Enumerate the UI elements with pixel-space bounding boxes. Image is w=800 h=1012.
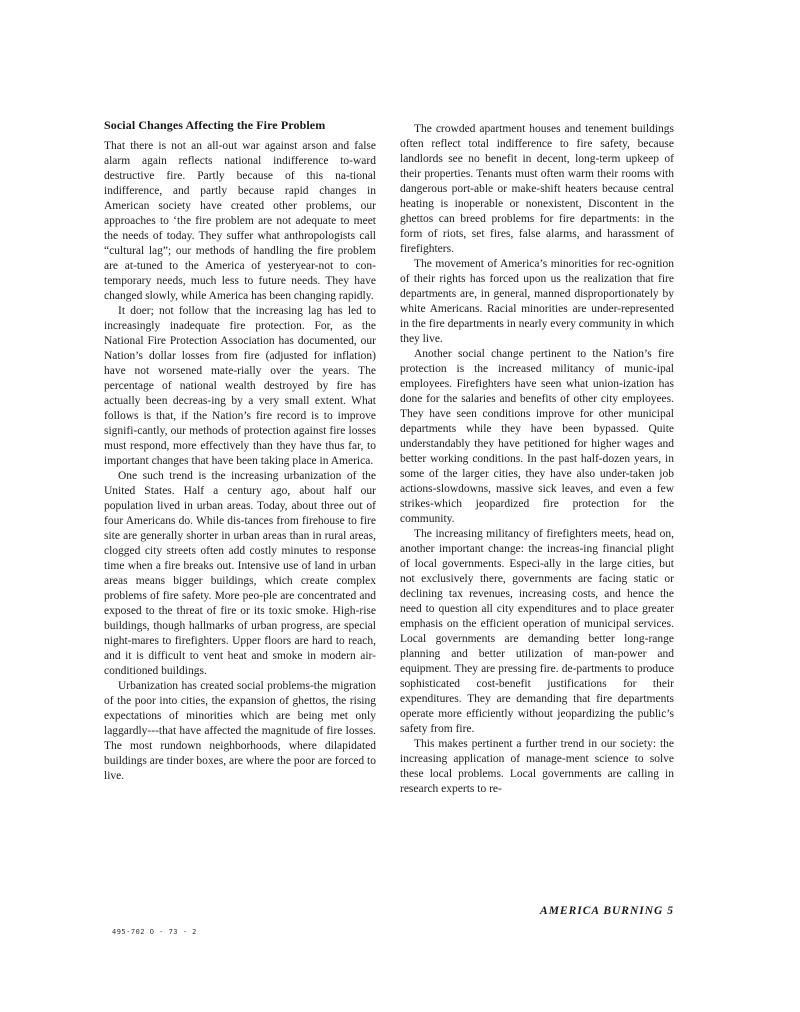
paragraph: That there is not an all-out war against arson and false alarm again reflects national indifference to-ward destructive fire. Partly because of this na-tional indifference, and partly because rapid changes in American society have created other problems, our approaches to ‘the fire problem are not adequate to meet the needs of today. They suffer what anthropologists call “cultural lag”; our methods of handling the fire problem are at-tuned to the America of yesteryear-not to con-temporary needs, much less to future needs. They have changed slowly, while America has been changing rapidly. <box>104 140 376 302</box>
paragraph: It doer; not follow that the increasing lag has led to increasingly inadequate fire protection. For, as the National Fire Protection Association has documented, our Nation’s dollar losses from fire (adjusted for inflation) have not worsened mate-rially over the years. The percentage of national wealth destroyed by fire has actually been decreas-ing by a very small extent. What follows is that, if the Nation’s fire record is to improve signifi-cantly, our methods of protection against fire losses must respond, more effectively than they have thus far, to important changes that have been taking place in America. <box>104 305 376 467</box>
paragraph: One such trend is the increasing urbanization of the United States. Half a century ago, about half our population lived in urban areas. Today, about three out of four Americans do. While dis-tances from firehouse to fire site are generally shorter in urban areas than in rural areas, clogged city streets often add costly minutes to response time when a fire breaks out. Intensive use of land in urban areas means bigger buildings, which create complex problems of fire safety. More peo-ple are concentrated and exposed to the threat of fire or its toxic smoke. High-rise buildings, though hallmarks of urban progress, are special night-mares to firefighters. Upper floors are hard to reach, and it is difficult to vent heat and smoke in modern air-conditioned buildings. <box>104 470 376 677</box>
paragraph: Another social change pertinent to the Nation’s fire protection is the increased militancy of munic-ipal employees. Firefighters have seen what union-ization has done for the salaries and benefits of other city employees. They have seen conditions improve for other municipal departments while they have been bypassed. Quite understandably they have petitioned for higher wages and better working conditions. In the past half-dozen years, in some of the larger cities, they have also under-taken job actions-slowdowns, massive sick leaves, and even a few strikes-which jeopardized fire protection for the community. <box>400 348 674 525</box>
paragraph: The movement of America’s minorities for rec-ognition of their rights has forced upon us the realization that fire departments are, in general, manned disproportionately by white Americans. Racial minorities are under-represented in the fire departments in nearly every community in which they live. <box>400 258 674 345</box>
print-code: 495-702 O - 73 - 2 <box>112 928 197 936</box>
paragraph: Urbanization has created social problems-the migration of the poor into cities, the expansion of ghettos, the rising expectations of minorities which are being met only laggardly---that have affected the magnitude of fire losses. The most rundown neighborhoods, where dilapidated buildings are tinder boxes, are where the poor are forced to live. <box>104 680 376 782</box>
paragraph: The crowded apartment houses and tenement buildings often reflect total indifference to fire safety, because landlords see no benefit in decent, long-term upkeep of their properties. Tenants must often warm their rooms with dangerous port-able or make-shift heaters because central heating is inoperable or nonexistent, Discontent in the ghettos can breed problems for fire departments: in the form of riots, set fires, false alarms, and harassment of firefighters. <box>400 123 674 255</box>
paragraph: The increasing militancy of firefighters meets, head on, another important change: the increas-ing financial plight of local governments. Especi-ally in the large cities, but not exclusively there, governments are facing static or declining tax revenues, increasing costs, and hence the need to question all city expenditures and to place greater emphasis on the efficient operation of municipal services. Local governments are demanding better long-range planning and better utilization of man-power and equipment. They are pressing fire. de-partments to produce sophisticated cost-benefit justifications for their expenditures. They are demanding that fire departments operate more efficiently without jeopardizing the public’s safety from fire. <box>400 528 674 735</box>
right-column <box>400 122 674 797</box>
section-heading: Social Changes Affecting the Fire Problem <box>104 118 326 132</box>
left-column <box>104 118 376 784</box>
paragraph: This makes pertinent a further trend in our society: the increasing application of manage-ment science to solve these local problems. Local governments are calling in research experts to re- <box>400 738 674 795</box>
running-title: AMERICA BURNING 5 <box>540 905 674 917</box>
